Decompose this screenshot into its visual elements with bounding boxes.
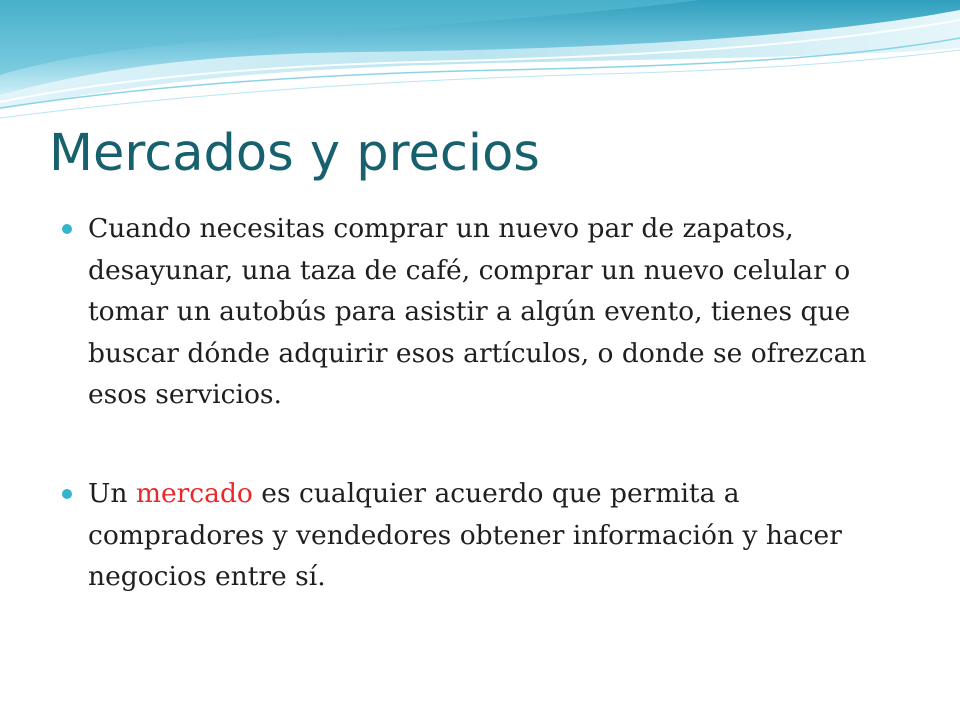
highlighted-term: mercado [135, 478, 253, 509]
bullet-text-2 [88, 473, 924, 598]
bullet-dot-icon [62, 224, 72, 234]
decorative-wave-header [0, 0, 960, 130]
slide-title: Mercados y precios [49, 124, 540, 183]
bullet-text-2-end: es cualquier acuerdo que permita a compradores y vendedores obtener información y hacer negocios entre sí. [88, 478, 842, 592]
bullet-text-2-start: Un [88, 478, 136, 509]
bullet-text-1: Cuando necesitas comprar un nuevo par de zapatos, desayunar, una taza de café, comprar un nuevo celular o tomar un autobús para asistir a algún evento, tienes que buscar dónde adquirir esos artículos, o donde se ofrezcan esos servicios. [88, 213, 867, 410]
bullet-dot-icon [62, 489, 72, 499]
